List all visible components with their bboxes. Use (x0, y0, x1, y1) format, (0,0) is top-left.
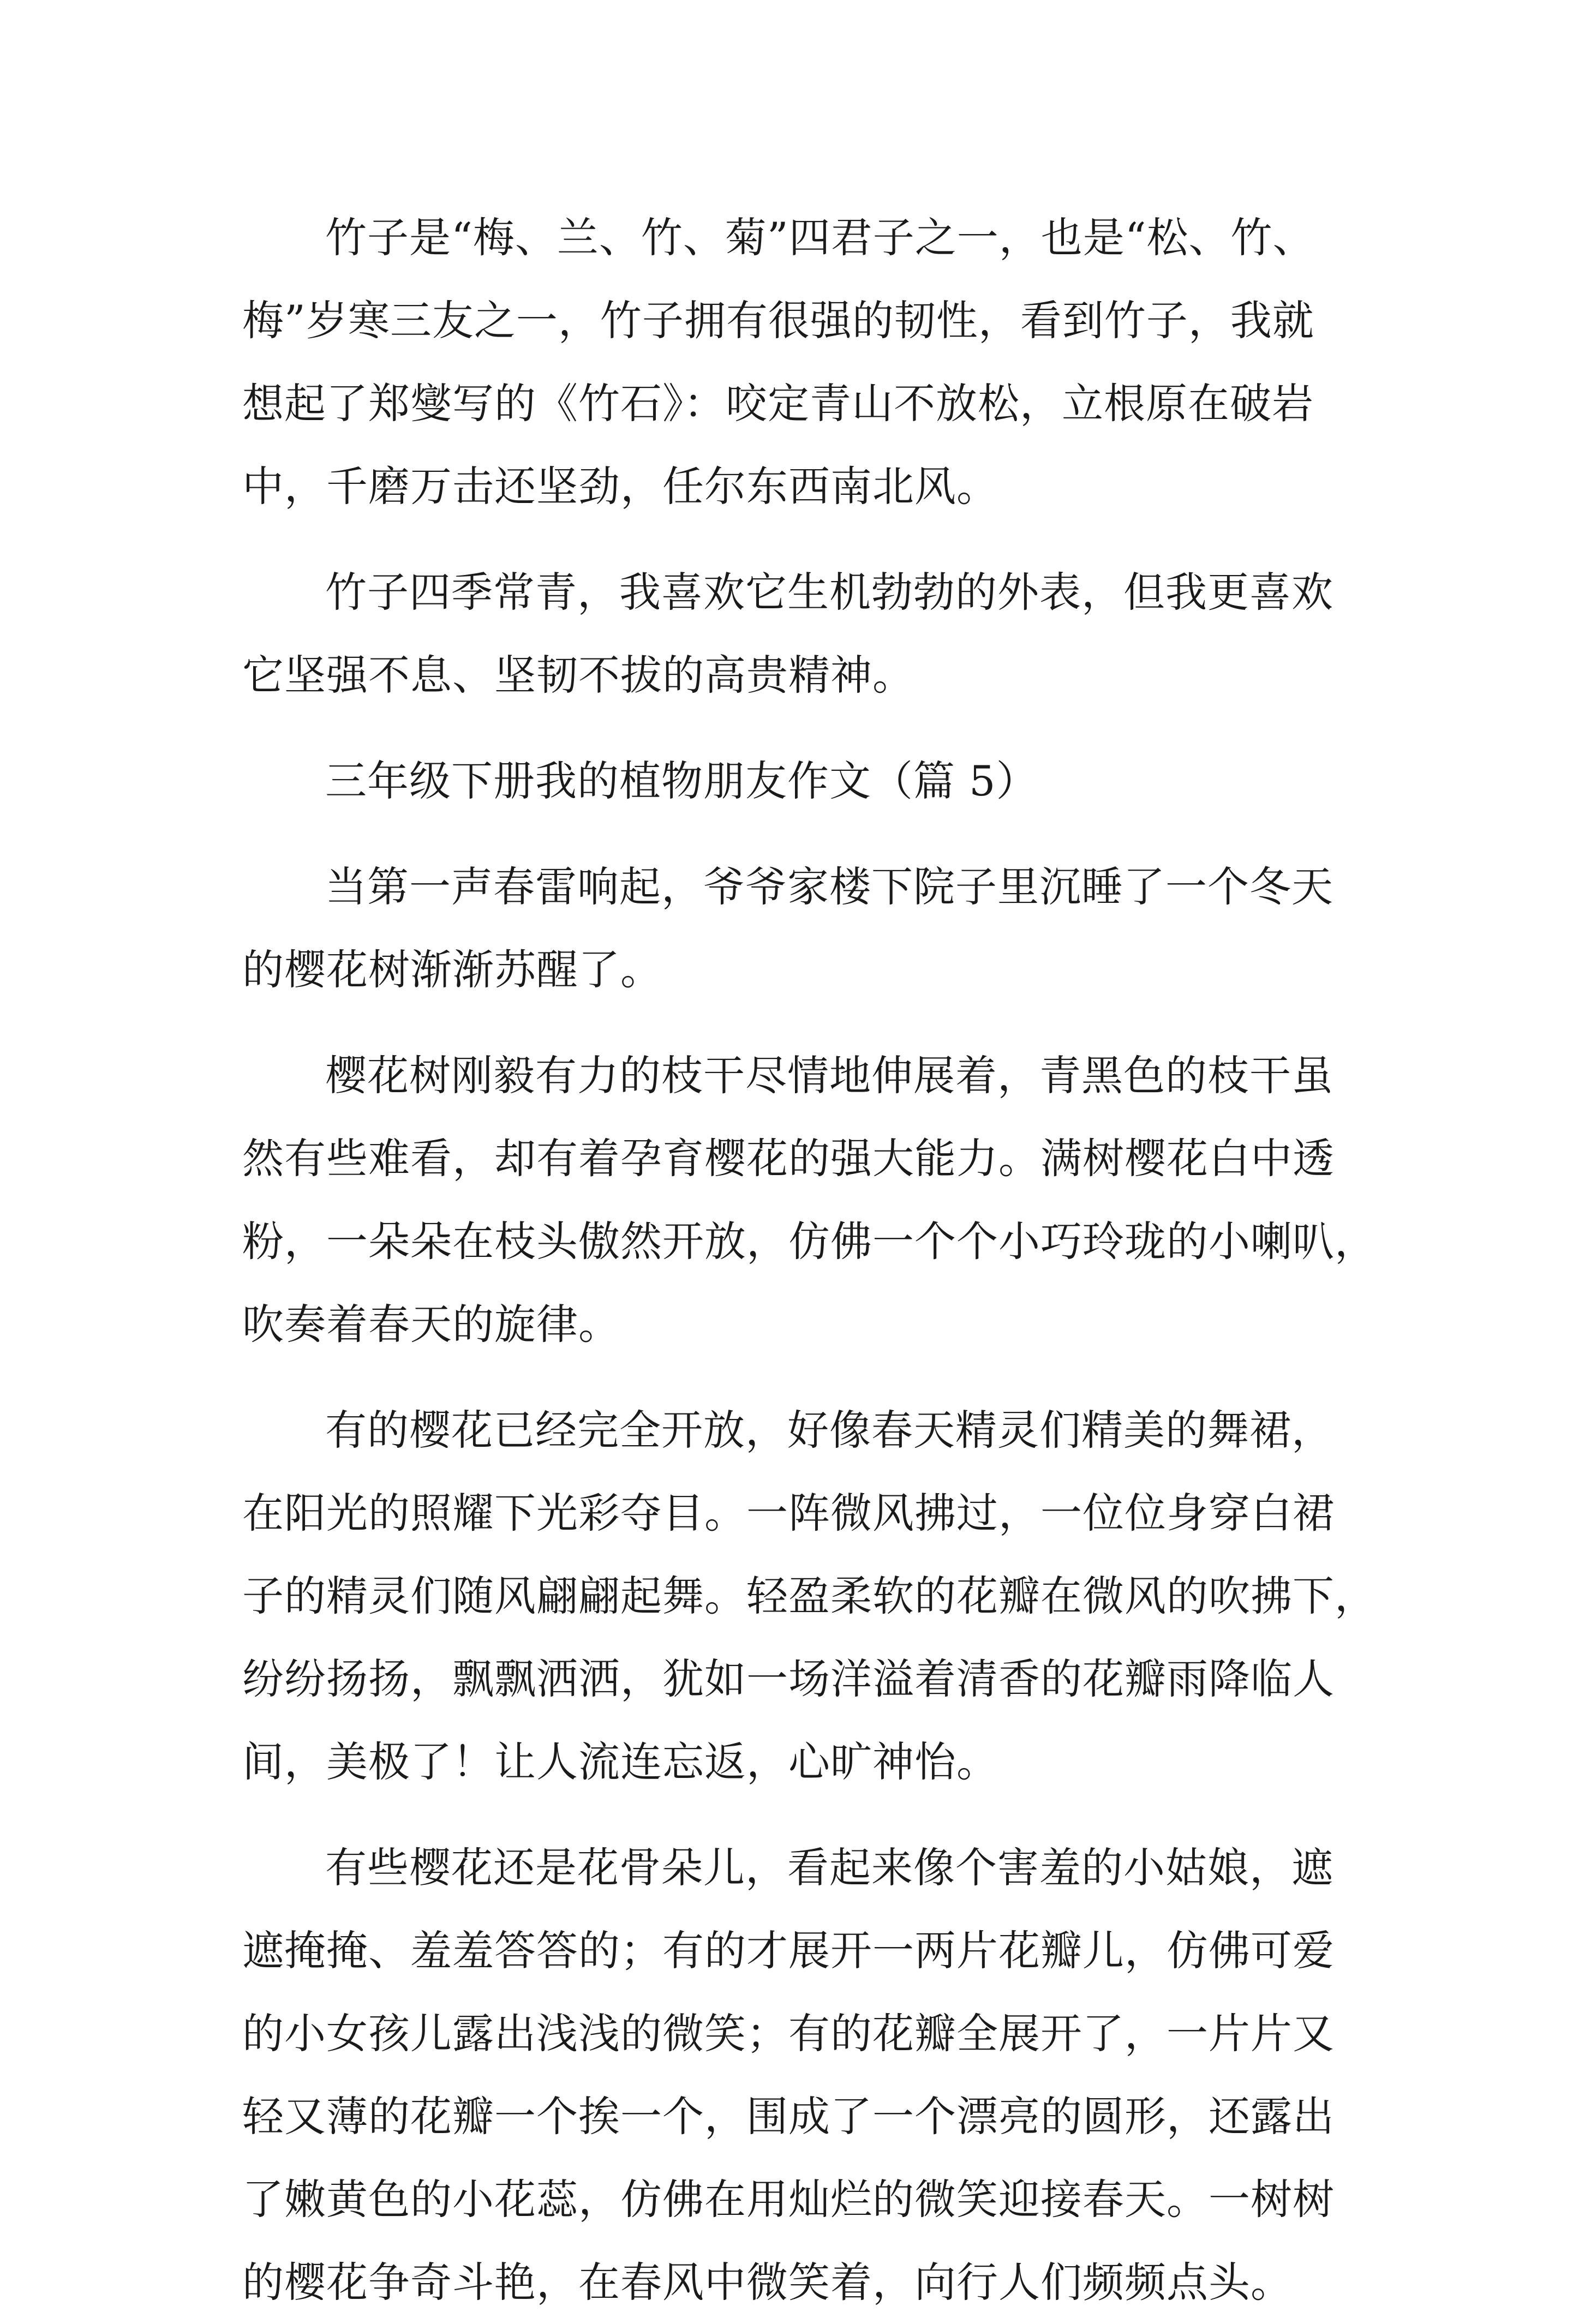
paragraph-spacer (242, 1804, 1344, 1826)
paragraph-spring-thunder (242, 846, 1344, 1011)
paragraph-line: 然有些难看，却有着孕育樱花的强大能力。满树樱花白中透 (242, 1134, 1335, 1183)
paragraph-line: 当第一声春雷响起，爷爷家楼下院子里沉睡了一个冬天 (325, 862, 1333, 911)
paragraph-flower-buds (242, 1826, 1344, 2324)
paragraph-spacer (242, 1011, 1344, 1034)
paragraph-cherry-branches (242, 1034, 1377, 1366)
paragraph-line: 樱花树刚毅有力的枝干尽情地伸展着，青黑色的枝干虽 (325, 1051, 1333, 1100)
section-heading (242, 740, 1344, 823)
paragraph-line: 纷纷扬扬，飘飘洒洒，犹如一场洋溢着清香的花瓣雨降临人 (242, 1655, 1335, 1703)
section-title: 三年级下册我的植物朋友作文（篇 5） (325, 757, 1038, 805)
paragraph-line: 中，千磨万击还坚劲，任尔东西南北风。 (242, 462, 998, 511)
paragraph-line: 梅”岁寒三友之一，竹子拥有很强的韧性，看到竹子，我就 (242, 296, 1314, 345)
paragraph-line: 的樱花树渐渐苏醒了。 (242, 945, 662, 994)
paragraph-line: 遮掩掩、羞羞答答的；有的才展开一两片花瓣儿，仿佛可爱 (242, 1926, 1335, 1975)
paragraph-line: 竹子是“梅、兰、竹、菊”四君子之一，也是“松、竹、 (325, 213, 1315, 262)
paragraph-line: 轻又薄的花瓣一个挨一个，围成了一个漂亮的圆形，还露出 (242, 2092, 1335, 2141)
paragraph-line: 子的精灵们随风翩翩起舞。轻盈柔软的花瓣在微风的吹拂下， (242, 1572, 1377, 1620)
paragraph-line: 的樱花争奇斗艳，在春风中微笑着，向行人们频频点头。 (242, 2258, 1293, 2307)
paragraph-blooming-flowers (242, 1389, 1377, 1804)
paragraph-spacer (242, 823, 1344, 846)
paragraph-line: 粉，一朵朵在枝头傲然开放，仿佛一个个小巧玲珑的小喇叭， (242, 1217, 1377, 1266)
paragraph-line: 了嫩黄色的小花蕊，仿佛在用灿烂的微笑迎接春天。一树树 (242, 2175, 1335, 2224)
paragraph-line: 的小女孩儿露出浅浅的微笑；有的花瓣全展开了，一片片又 (242, 2009, 1335, 2058)
paragraph-line: 在阳光的照耀下光彩夺目。一阵微风拂过，一位位身穿白裙 (242, 1489, 1335, 1537)
paragraph-spacer (242, 1366, 1344, 1389)
paragraph-line: 有些樱花还是花骨朵儿，看起来像个害羞的小姑娘，遮 (325, 1843, 1333, 1892)
paragraph-line: 吹奏着春天的旋律。 (242, 1300, 620, 1349)
paragraph-line: 想起了郑燮写的《竹石》：咬定青山不放松，立根原在破岩 (242, 379, 1314, 428)
paragraph-bamboo-conclusion (242, 551, 1344, 717)
document-body (242, 196, 1377, 2324)
paragraph-line: 它坚强不息、坚韧不拔的高贵精神。 (242, 651, 914, 699)
paragraph-line: 有的樱花已经完全开放，好像春天精灵们精美的舞裙， (325, 1406, 1333, 1454)
paragraph-spacer (242, 528, 1344, 551)
paragraph-line: 间，美极了！让人流连忘返，心旷神怡。 (242, 1738, 998, 1786)
paragraph-bamboo-intro (242, 196, 1344, 528)
paragraph-line: 竹子四季常青，我喜欢它生机勃勃的外表，但我更喜欢 (325, 568, 1333, 616)
paragraph-spacer (242, 717, 1344, 740)
